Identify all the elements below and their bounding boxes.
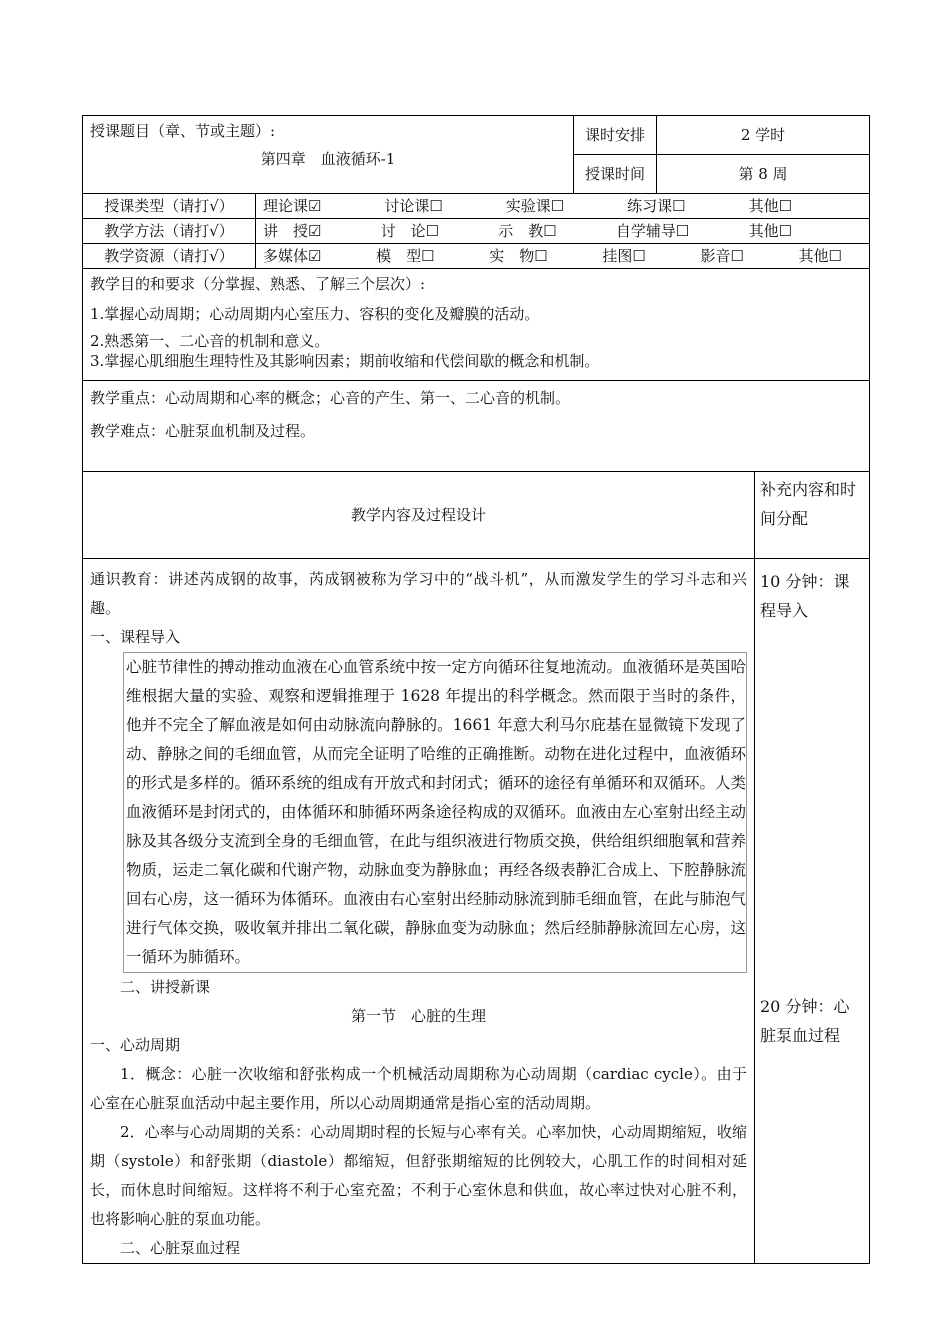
resource-option-other[interactable]: 其他☐ [798,247,842,265]
relation-text: 2．心率与心动周期的关系：心动周期时程的长短与心率有关。心率加快，心动周期缩短，收缩期（systole）和舒张期（diastole）都缩短，但舒张期缩短的比例较大，心肌工作的时间相对延长，而休息时间缩短。这样将不利于心室充盈；不利于心室休息和供血，故心率过快对心脏不利，也将影响心脏的泵血功能。 [90,1123,747,1228]
method-option-demo[interactable]: 示 教☐ [498,222,557,240]
goals-cell [83,269,870,381]
resource-option-av[interactable]: 影音☐ [700,247,744,265]
resource-option-chart[interactable]: 挂图☐ [602,247,646,265]
method-option-other[interactable]: 其他☐ [748,222,793,240]
type-option-discussion[interactable]: 讨论课☐ [384,197,443,215]
topic-cell [83,116,574,194]
content-side [755,559,870,1264]
time-value: 第 8 周 [657,155,870,194]
concept-text: 1．概念：心脏一次收缩和舒张构成一个机械活动周期称为心动周期（cardiac cycle）。由于心室在心脏泵血活动中起主要作用，所以心动周期通常是指心室的活动周期。 [90,1065,747,1112]
teaching-focus: 教学重点：心动周期和心率的概念；心音的产生、第一、二心音的机制。 [90,389,571,407]
topic-label: 授课题目（章、节或主题）: [90,122,276,140]
intro-title: 一、课程导入 [90,628,181,646]
hours-label: 课时安排 [574,116,657,155]
type-options [256,194,870,219]
resource-option-model[interactable]: 模 型☐ [376,247,435,265]
general-education: 通识教育：讲述芮成钢的故事，芮成钢被称为学习中的“战斗机”，从而激发学生的学习斗志和兴趣。 [90,570,747,617]
resource-option-multimedia[interactable]: 多媒体☑ [263,247,322,265]
type-option-lecture[interactable]: 理论课☑ [263,197,322,215]
goal-item-2: 2.熟悉第一、二心音的机制和意义。 [90,332,330,350]
method-option-lecture[interactable]: 讲 授☑ [263,222,322,240]
method-option-self-study[interactable]: 自学辅导☐ [615,222,690,240]
time-label: 授课时间 [574,155,657,194]
type-option-lab[interactable]: 实验课☐ [505,197,565,215]
key-points-cell [83,381,870,472]
side-note-pump: 20 分钟：心脏泵血过程 [760,997,850,1045]
side-header: 补充内容和时间分配 [755,472,870,559]
goal-item-3: 3.掌握心肌细胞生理特性及其影响因素；期前收缩和代偿间歇的概念和机制。 [90,352,600,370]
goal-item-1: 1.掌握心动周期；心动周期内心室压力、容积的变化及瓣膜的活动。 [90,305,540,323]
type-label: 授课类型（请打√） [83,194,256,219]
resource-label: 教学资源（请打√） [83,244,256,269]
lesson-plan-table [82,115,870,1264]
type-option-exercise[interactable]: 练习课☐ [627,197,686,215]
method-label: 教学方法（请打√） [83,219,256,244]
intro-text-box [123,652,747,973]
resource-options [256,244,870,269]
teaching-difficulty: 教学难点：心脏泵血机制及过程。 [90,422,316,440]
new-lesson-title: 二、讲授新课 [120,978,211,996]
intro-text: 心脏节律性的搏动推动血液在心血管系统中按一定方向循环往复地流动。血液循环是英国哈维根据大量的实验、观察和逻辑推理于 1628 年提出的科学概念。然而限于当时的条件，他并不完全了解血液是如何由动脉流向静脉的。1661 年意大利马尔庇基在显微镜下发现了动、静脉之间的毛细血管，从而完全证明了哈维的正确推断。动物在进化过程中，血液循环的形式是多样的。循环系统的组成有开放式和封闭式；循环的途径有单循环和双循环。人类血液循环是封闭式的，由体循环和肺循环两条途径构成的双循环。血液由左心室射出经主动脉及其各级分支流到全身的毛细血管，在此与组织液进行物质交换，供给组织细胞氧和营养物质，运走二氧化碳和代谢产物，动脉血变为静脉血；再经各级表静汇合成上、下腔静脉流回右心房，这一循环为体循环。血液由右心室射出经肺动脉流到肺毛细血管，在此与肺泡气进行气体交换，吸收氧并排出二氧化碳，静脉血变为动脉血；然后经肺静脉流回左心房，这一循环为肺循环。 [126,658,747,966]
method-option-discussion[interactable]: 讨 论☐ [380,222,440,240]
cycle-title: 一、心动周期 [90,1036,181,1054]
resource-option-object[interactable]: 实 物☐ [489,247,548,265]
pump-title: 二、心脏泵血过程 [120,1239,241,1257]
section-title: 第一节 心脏的生理 [350,1007,486,1025]
content-header: 教学内容及过程设计 [83,472,755,559]
side-note-intro: 10 分钟：课程导入 [760,572,850,620]
content-main [83,559,755,1264]
hours-value: 2 学时 [657,116,870,155]
method-options [256,219,870,244]
topic-value: 第四章 血液循环-1 [260,150,396,168]
goals-title: 教学目的和要求（分掌握、熟悉、了解三个层次）: [90,275,426,293]
type-option-other[interactable]: 其他☐ [748,197,793,215]
